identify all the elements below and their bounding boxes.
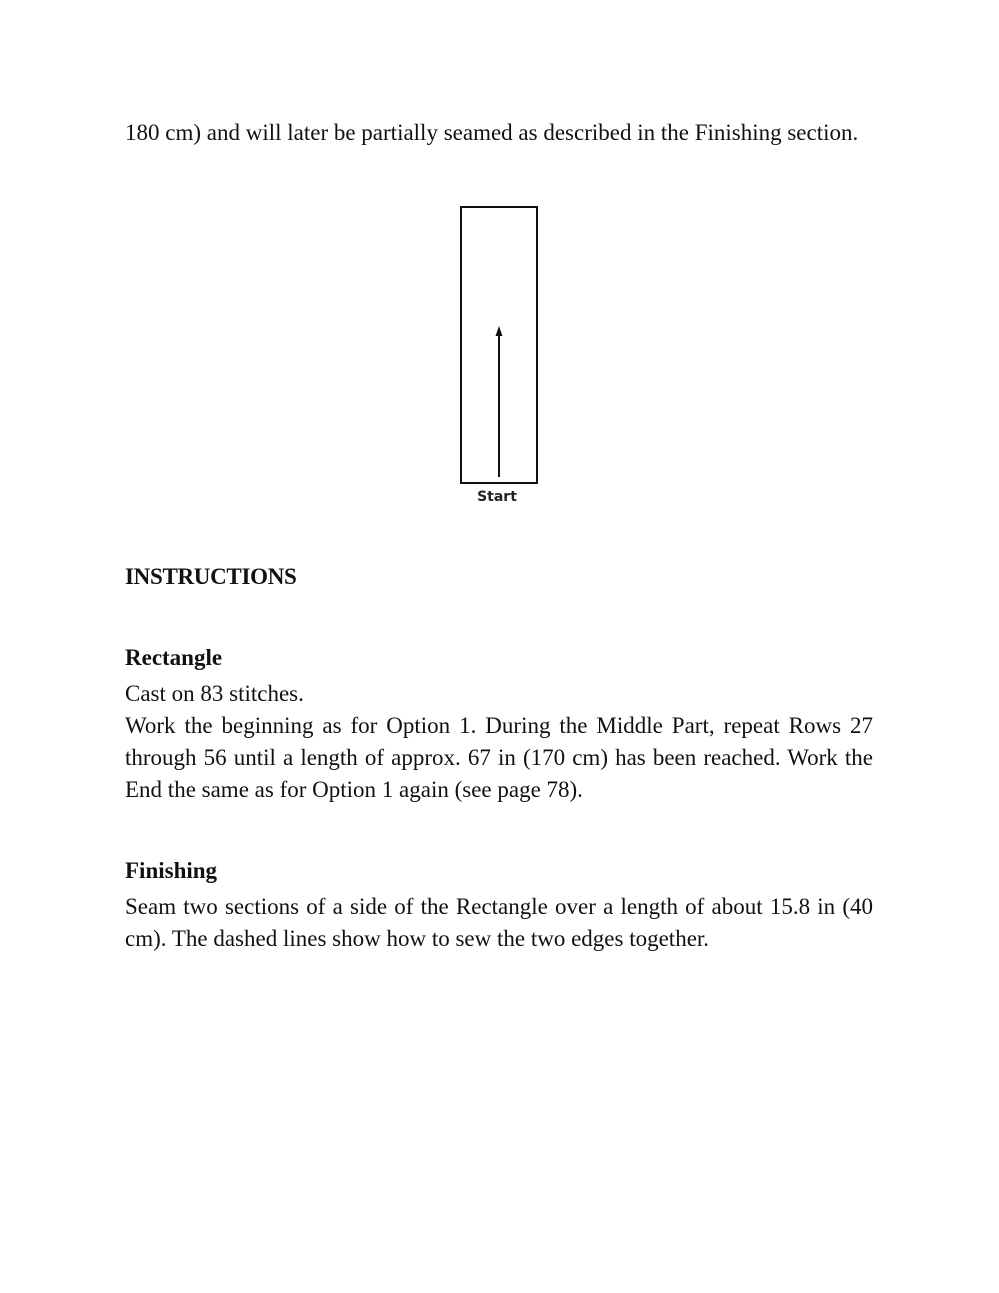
rectangle-heading: Rectangle	[125, 645, 223, 670]
cast-on-line: Cast on 83 stitches.	[125, 681, 304, 706]
arrow-up-icon	[496, 326, 503, 336]
rectangle-section	[125, 678, 873, 806]
instructions-heading: INSTRUCTIONS	[125, 564, 297, 589]
finishing-heading: Finishing	[125, 858, 218, 883]
intro-paragraph: 180 cm) and will later be partially seamed as described in the Finishing section.	[125, 120, 859, 145]
rectangle-diagram	[450, 200, 550, 510]
finishing-paragraph: Seam two sections of a side of the Rectangle over a length of about 15.8 in (40 cm). The dashed lines show how to sew the two edges together.	[125, 894, 873, 951]
rectangle-instructions: Work the beginning as for Option 1. During the Middle Part, repeat Rows 27 through 56 until a length of approx. 67 in (170 cm) has been reached. Work the End the same as for Option 1 again (see page 78).	[125, 713, 873, 802]
diagram-start-label: Start	[477, 489, 517, 505]
